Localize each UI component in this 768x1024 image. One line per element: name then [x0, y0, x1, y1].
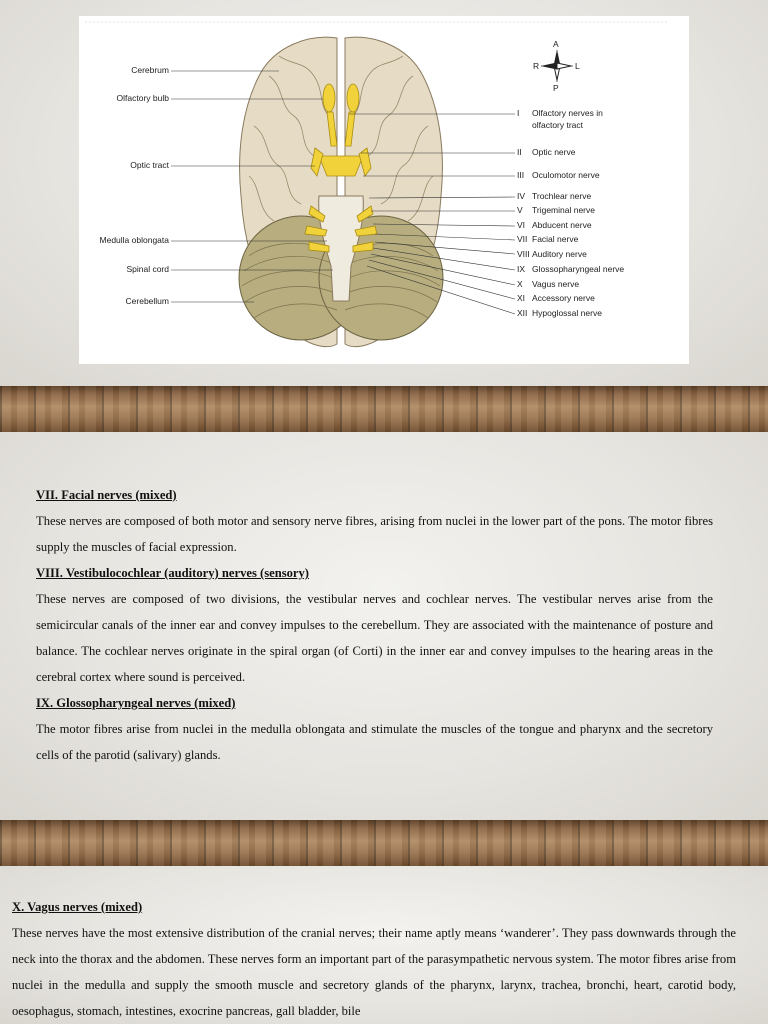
nerve-name: Vagus nerve — [532, 279, 580, 289]
paragraph-vestibulocochlear-nerves: These nerves are composed of two divisions, the vestibular nerves and cochlear nerves. The vestibular nerves arise from the semicircular canals of the inner ear and convey impulses to the cerebellum. They are associated with the maintenance of posture and balance. The cochlear nerves originate in the spiral organ (of Corti) in the inner ear and convey impulses to the hearing areas in the cerebral cortex where sound is perceived. — [36, 592, 713, 684]
label-medulla: Medulla oblongata — [99, 235, 169, 245]
compass-east: L — [575, 61, 580, 71]
heading-facial-nerves: VII. Facial nerves (mixed) — [36, 488, 177, 502]
heading-vestibulocochlear-nerves: VIII. Vestibulocochlear (auditory) nerves (sensory) — [36, 566, 309, 580]
nerve-num: X — [517, 279, 523, 289]
label-cerebrum: Cerebrum — [131, 65, 169, 75]
wood-floor-divider — [0, 820, 768, 866]
heading-vagus-nerves: X. Vagus nerves (mixed) — [12, 900, 143, 914]
nerve-name: Hypoglossal nerve — [532, 308, 602, 318]
nerve-num: VII — [517, 234, 528, 244]
nerve-num: I — [517, 108, 520, 118]
label-spinal-cord: Spinal cord — [126, 264, 169, 274]
nerve-name: Auditory nerve — [532, 249, 587, 259]
nerve-num: V — [517, 205, 523, 215]
paragraph-facial-nerves: These nerves are composed of both motor and sensory nerve fibres, arising from nuclei in the lower part of the pons. The motor fibres supply the muscles of facial expression. — [36, 514, 713, 554]
nerve-num: XII — [517, 308, 528, 318]
wood-floor-divider — [0, 386, 768, 432]
nerve-name: Oculomotor nerve — [532, 170, 600, 180]
slide-diagram — [0, 0, 768, 386]
nerve-num: II — [517, 147, 522, 157]
nerve-name: Olfactory nerves in — [532, 108, 603, 118]
paragraph-vagus-nerves: These nerves have the most extensive distribution of the cranial nerves; their name aptly means ‘wanderer’. They pass downwards through the neck into the thorax and the abdomen. These nerves form an important part of the parasympathetic nervous system. The motor fibres arise from nuclei in the medulla and supply the smooth muscle and secretory glands of the pharynx, larynx, trachea, bronchi, heart, carotid body, oesophagus, stomach, intestines, exocrine pancreas, gall bladder, bile — [12, 926, 736, 1018]
slide-text-2 — [0, 866, 768, 1024]
label-olfactory-bulb: Olfactory bulb — [116, 93, 169, 103]
nerve-num: XI — [517, 293, 526, 303]
heading-glossopharyngeal-nerves: IX. Glossopharyngeal nerves (mixed) — [36, 696, 236, 710]
nerve-num: III — [517, 170, 525, 180]
compass-rose — [541, 50, 573, 82]
cranial-nerves-figure — [79, 16, 689, 364]
nerve-name: Trigeminal nerve — [532, 205, 595, 215]
nerve-num: IV — [517, 191, 526, 201]
compass-west: R — [533, 61, 540, 71]
nerve-name: Facial nerve — [532, 234, 579, 244]
nerve-name: Glossopharyngeal nerve — [532, 264, 625, 274]
nerve-name: Abducent nerve — [532, 220, 592, 230]
text-block — [36, 482, 713, 768]
nerve-num: VI — [517, 220, 526, 230]
label-cerebellum: Cerebellum — [125, 296, 169, 306]
nerve-name: Accessory nerve — [532, 293, 595, 303]
nerve-name: olfactory tract — [532, 120, 584, 130]
nerve-name: Optic nerve — [532, 147, 576, 157]
paragraph-glossopharyngeal-nerves: The motor fibres arise from nuclei in the medulla oblongata and stimulate the muscles of the tongue and pharynx and the secretory cells of the parotid (salivary) glands. — [36, 722, 713, 762]
label-optic-tract: Optic tract — [130, 160, 169, 170]
nerve-num: IX — [517, 264, 526, 274]
slide-text-1 — [0, 432, 768, 820]
nerve-num: VIII — [517, 249, 530, 259]
compass-north: A — [553, 39, 559, 49]
nerve-name: Trochlear nerve — [532, 191, 592, 201]
compass-south: P — [553, 83, 559, 93]
text-block — [12, 894, 736, 1024]
